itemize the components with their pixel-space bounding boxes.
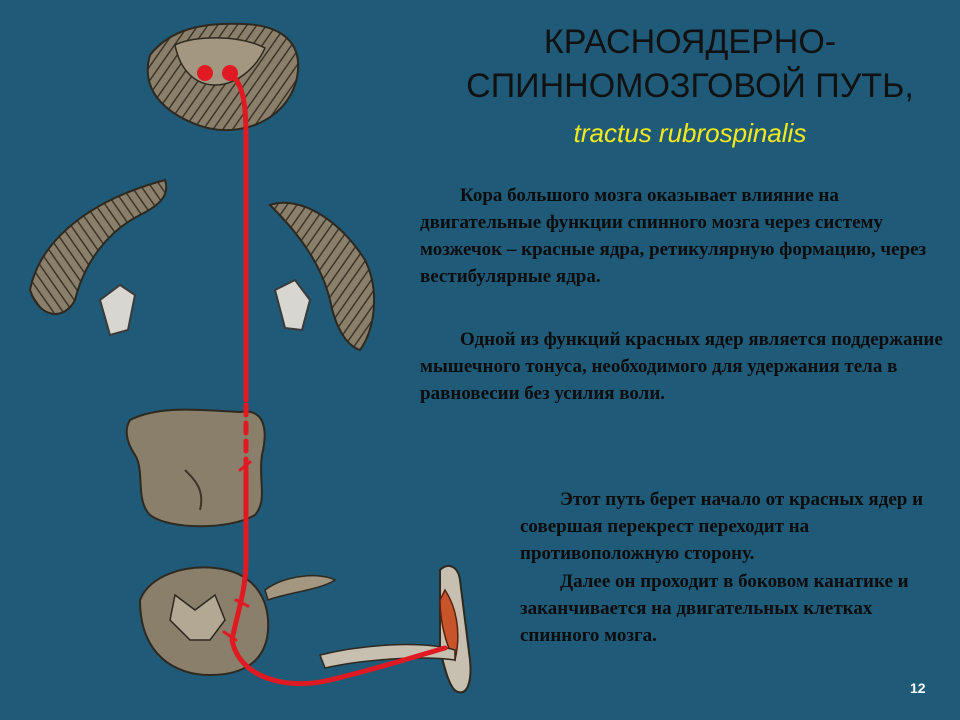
midbrain-section bbox=[148, 24, 298, 130]
title-line-1: КРАСНОЯДЕРНО- bbox=[543, 23, 837, 61]
title-line-2: СПИННОМОЗГОВОЙ ПУТЬ, bbox=[466, 67, 914, 105]
slide-title bbox=[440, 20, 940, 108]
latin-name: tractus rubrospinalis bbox=[573, 118, 807, 148]
cerebellum-left bbox=[30, 180, 166, 335]
cerebellum-right bbox=[270, 203, 374, 350]
paragraph-cortex-influence: Кора большого мозга оказывает влияние на двигательные функции спинного мозга через систему мозжечок – красные ядра, ретикулярную формацию, через вестибулярные ядра. bbox=[420, 185, 927, 287]
paragraph-pathway-termination: Далее он проходит в боковом канатике и заканчивается на двигательных клетках спинного мозга. bbox=[520, 571, 909, 646]
muscle-limb bbox=[320, 566, 471, 692]
page-number: 12 bbox=[910, 680, 926, 696]
paragraph-red-nuclei-function: Одной из функций красных ядер является поддержание мышечного тонуса, необходимого для удержания тела в равновесии без усилия воли. bbox=[420, 329, 943, 404]
paragraph-pathway-origin: Этот путь берет начало от красных ядер и совершая перекрест переходит на противоположную сторону. bbox=[520, 489, 924, 564]
